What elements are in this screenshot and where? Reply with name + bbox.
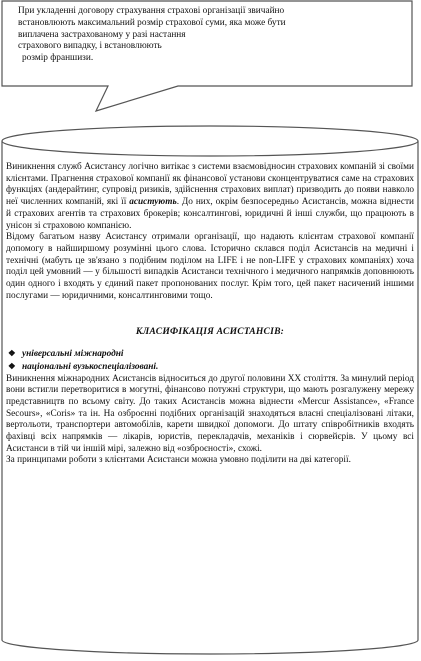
callout-line: встановлюють максимальний розмір страхової суми, яка може бути xyxy=(18,17,286,28)
callout-line: При укладенні договору страхування страхові організації звичайно xyxy=(18,6,285,16)
callout-line: розмір франшизи. xyxy=(22,53,94,64)
cylinder-top-ellipse xyxy=(2,126,418,156)
paragraph-assistance-name: Відому багатьом назву Асистансу отримали організації, що надають клієнтам страхової компанії допомогу в найширшому розумінні цього слова. Історично склався поділ Асистансів на медичні і технічні (мабуть це зв'язано з подібним поділом на LIFE і не non-LIFE у страхових компаніях) хоча поділ цей умовний — у більшості випадків Асистанси технічного і медичного напрямків доповнюють один одного і входять у єдиний пакет пропонованих послуг. Крім того, цей пакет насичений іншими послугами — юридичними, консалтинговими тощо. xyxy=(6,232,414,301)
bullet-item xyxy=(8,361,414,374)
cylinder-text xyxy=(6,162,414,467)
callout-text xyxy=(18,6,400,65)
bullet-text: національні вузькоспеціалізовані. xyxy=(22,361,159,372)
intro-text-before: Виникнення служб Асистансу логічно витікає з системи взаємовідносин страхових компаній зі своїми клієнтами. Прагнення страхової компанії як фінансової установи сконцентруватися саме на страхових функціях (андерайтинг, супровід ризиків, здійснення страхових виплат) призводить до появи навколо неї численних компаній, які її xyxy=(6,162,414,208)
diamond-bullet-icon: ❖ xyxy=(8,360,16,371)
bullet-text: універсальні міжнародні xyxy=(22,349,124,360)
bullet-item xyxy=(8,348,414,361)
paragraph-international: Виникнення міжнародних Асистансів відноситься до другої половини XX століття. За минулий період вони встигли перетворитися в могутні, фінансово потужні структури, що мають розгалужену мережу представництв по всьому світу. До таких Асистансів можна віднести «Mercur Assistance», «France Secours», «Coris» та ін. На озброєнні подібних організацій знаходяться власні спеціалізовані літаки, вертольоти, транспортери автомобілів, карети швидкої допомоги. До штату співробітників входять фахівці всіх напрямків — лікарів, юристів, перекладачів, механіків і сюрвейєрів. У цьому всі Асистанси в тій чи іншій мірі, залежно від «озброєності», схожі. xyxy=(6,373,414,454)
paragraph-intro xyxy=(6,162,414,232)
paragraph-categories: За принципами роботи з клієнтами Асистанси можна умовно поділити на дві категорії. xyxy=(6,455,351,466)
intro-emphasis: асистують xyxy=(129,197,177,208)
callout-line: страхового випадку, і встановлюють xyxy=(18,41,162,52)
intro-text-after: . До них, окрім безпосередньо Асистансів, можна віднести й страхових агентів та страхових брокерів; консалтингові, юридичні й інші служби, що працюють в унісон зі страховою компанією. xyxy=(6,197,414,231)
diamond-bullet-icon: ❖ xyxy=(8,348,16,359)
classification-heading: КЛАСИФІКАЦІЯ АСИСТАНСІВ: xyxy=(135,326,285,338)
callout-line: виплачена застрахованому у разі настання xyxy=(18,29,186,40)
